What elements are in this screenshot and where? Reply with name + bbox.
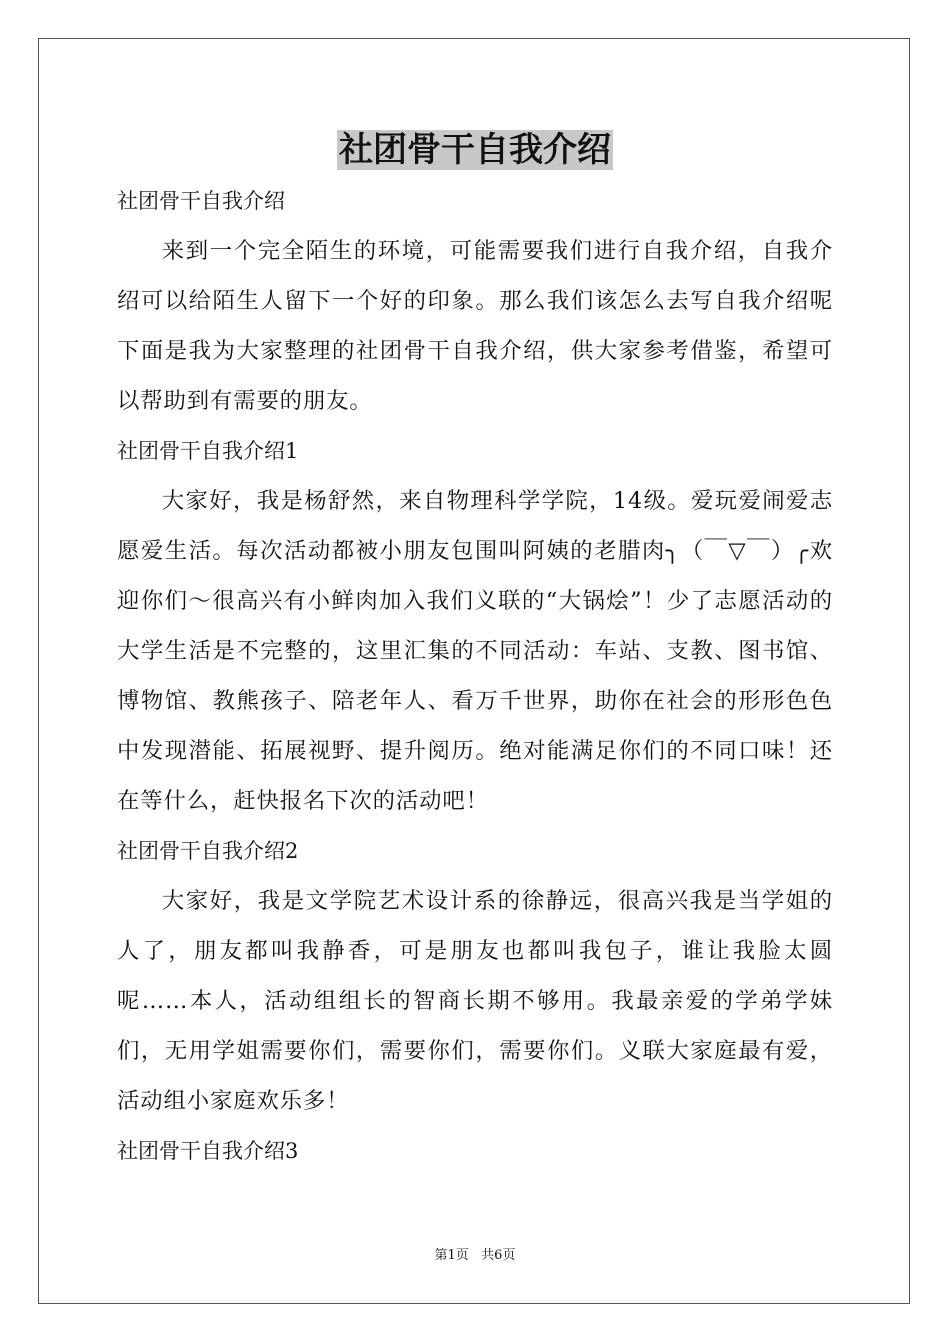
section-heading-2: 社团骨干自我介绍2 <box>117 839 299 863</box>
section-heading-3: 社团骨干自我介绍3 <box>117 1139 299 1163</box>
document-title <box>0 126 950 174</box>
document-body <box>117 176 833 1176</box>
section-body-2: 大家好，我是文学院艺术设计系的徐静远，很高兴我是当学姐的人了，朋友都叫我静香，可是朋友也都叫我包子，谁让我脸太圆呢……本人，活动组组长的智商长期不够用。我最亲爱的学弟学妹们，无用学姐需要你们，需要你们，需要你们。义联大家庭最有爱，活动组小家庭欢乐多！ <box>117 888 833 1114</box>
section-body-1: 大家好，我是杨舒然，来自物理科学学院，14级。爱玩爱闹爱志愿爱生活。每次活动都被小朋友包围叫阿姨的老腊肉╮（￣▽￣）╭欢迎你们～很高兴有小鲜肉加入我们义联的“大锅烩”！少了志愿活动的大学生活是不完整的，这里汇集的不同活动：车站、支教、图书馆、博物馆、教熊孩子、陪老年人、看万千世界，助你在社会的形形色色中发现潜能、拓展视野、提升阅历。绝对能满足你们的不同口味！还在等什么，赶快报名下次的活动吧！ <box>117 488 833 814</box>
document-title-text: 社团骨干自我介绍 <box>339 130 611 170</box>
intro-paragraph: 来到一个完全陌生的环境，可能需要我们进行自我介绍，自我介绍可以给陌生人留下一个好的印象。那么我们该怎么去写自我介绍呢下面是我为大家整理的社团骨干自我介绍，供大家参考借鉴，希望可以帮助到有需要的朋友。 <box>117 238 833 414</box>
section-heading-1: 社团骨干自我介绍1 <box>117 439 299 463</box>
document-subtitle: 社团骨干自我介绍 <box>117 189 285 213</box>
page-footer: 第1页 共6页 <box>434 1248 516 1263</box>
